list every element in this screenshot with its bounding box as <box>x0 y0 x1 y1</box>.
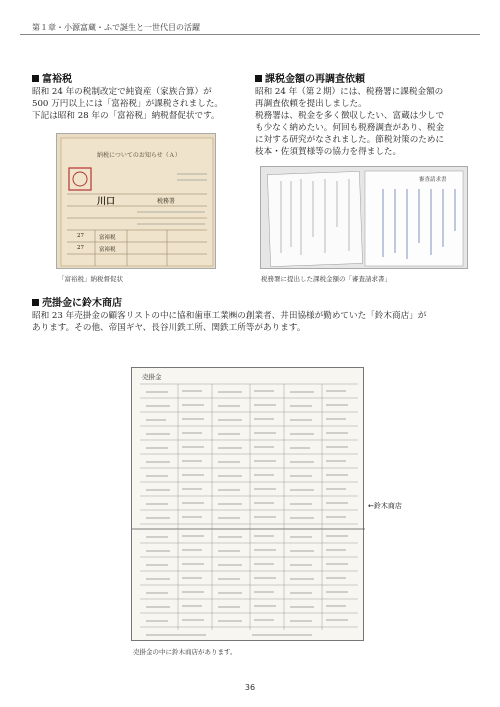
suzuki-shoten-callout: ←鈴木商店 <box>368 502 402 510</box>
notice-row1-num: 27 <box>77 233 84 239</box>
notice-row2-num: 27 <box>77 245 84 251</box>
section-title-fuyuzei: 富裕税 <box>32 70 72 85</box>
section-title-accounts-receivable: 売掛金に鈴木商店 <box>32 294 122 309</box>
chapter-header: 第１章・小源富蔵・ふで誕生と一世代目の活躍 <box>32 23 200 32</box>
section-title-reexamination: 課税金額の再調査依頼 <box>255 70 365 85</box>
notice-row2-label: 富裕税 <box>99 247 116 253</box>
section1-body: 昭和 24 年の税制改定で純資産（家族合算）が 500 万円以上には「富裕税」が課税されました。 下記は昭和 28 年の「富裕税」納税督促状です。 <box>32 87 224 121</box>
square-bullet-icon <box>32 299 39 306</box>
notice-office: 税務署 <box>157 198 176 205</box>
notice-name: 川口 <box>97 197 116 207</box>
square-bullet-icon <box>32 75 39 82</box>
section2-body: 昭和 24 年（第２期）には、税務署に課税金額の 再調査依頼を提出しました。 税務署は、税金を多く徴収したい、富蔵は少しで も少なく納めたい。何回も税務調査があり、税金 に対する研究がなされました。節税対策のために 枝本・佐須賀様等の協力を得ました。 <box>255 87 445 157</box>
appeal-heading: 審査請求書 <box>419 177 447 183</box>
notice-heading: 納税についてのお知らせ（Ａ） <box>97 152 181 159</box>
caption-ledger: 売掛金の中に鈴木商店があります。 <box>133 648 237 656</box>
page-number: 36 <box>244 683 256 692</box>
caption-tax-notice: 「富裕税」納税督促状 <box>58 275 123 283</box>
header-divider <box>20 34 480 35</box>
section3-body: 昭和 23 年売掛金の顧客リストの中に協和歯車工業㈱の創業者、井田協様が勤めていた「鈴木商店」が あります。その他、帝国ギヤ、長谷川鉄工所、関鉄工所等があります。 <box>32 311 427 333</box>
ledger-photo <box>131 367 364 641</box>
caption-appeal: 税務署に提出した課税金額の「審査請求書」 <box>261 275 391 283</box>
ledger-grid <box>132 368 365 642</box>
square-bullet-icon <box>255 75 262 82</box>
tax-notice-photo <box>56 133 216 269</box>
notice-row1-label: 富裕税 <box>99 235 116 241</box>
appeal-documents-photo <box>260 166 468 269</box>
ledger-title: 売掛金 <box>142 373 162 381</box>
